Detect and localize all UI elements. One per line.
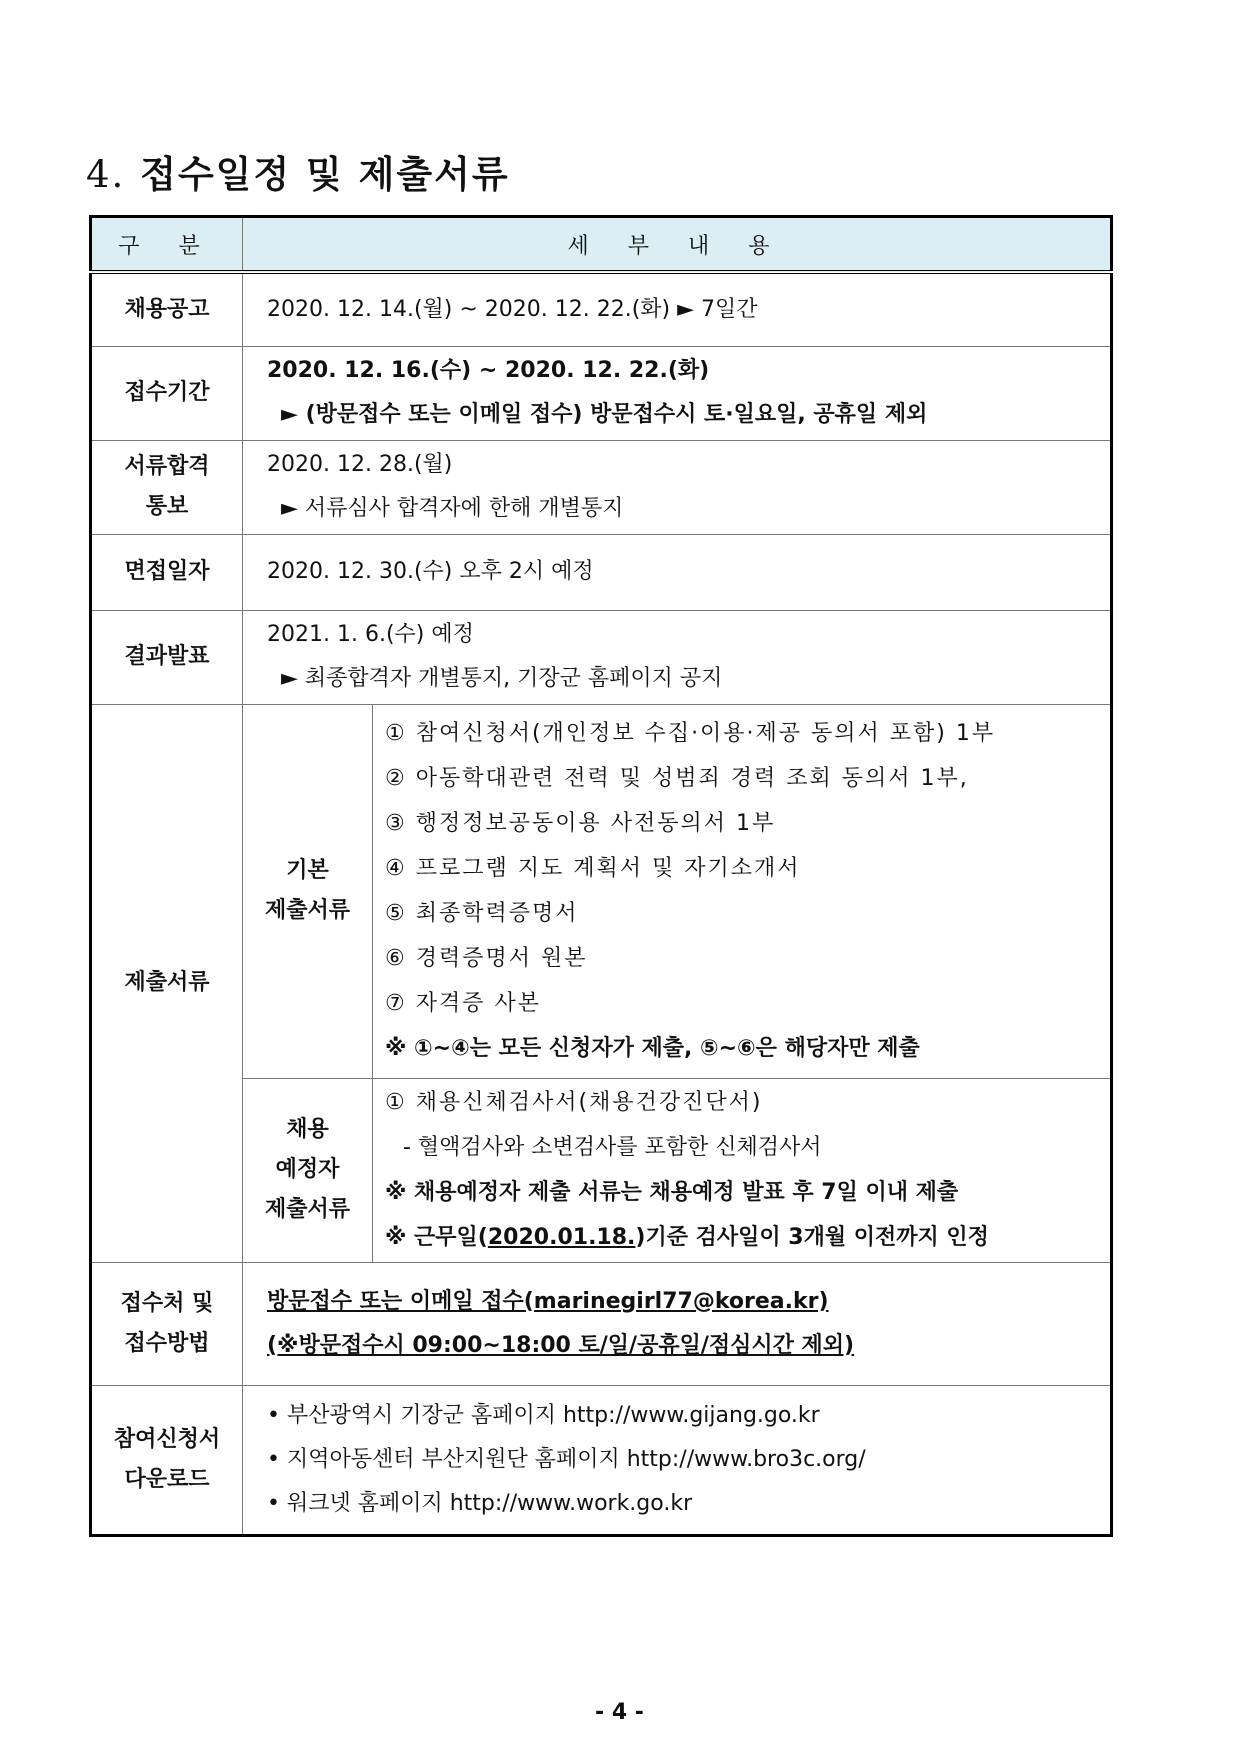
basic-doc-item: ⑤ 최종학력증명서 (385, 901, 579, 926)
label-line: 제출서류 (264, 898, 350, 923)
schedule-table (89, 215, 1113, 1537)
download-link-item: • 부산광역시 기장군 홈페이지 http://www.gijang.go.kr (267, 1402, 820, 1428)
row-detail-interview (243, 534, 1112, 610)
row-interview (91, 534, 1112, 610)
basic-doc-item: ⑦ 자격증 사본 (385, 991, 541, 1016)
hire-doc-note (385, 1215, 1110, 1260)
row-label-document-pass (91, 440, 243, 534)
result-note-line: ► 최종합격자 개별통지, 기장군 홈페이지 공지 (281, 666, 723, 691)
submission-hours-line: (※방문접수시 09:00~18:00 토/일/공휴일/점심시간 제외) (267, 1332, 855, 1358)
result-date-line: 2021. 1. 6.(수) 예정 (267, 622, 474, 647)
basic-doc-item: ① 참여신청서(개인정보 수집·이용·제공 동의서 포함) 1부 (385, 721, 996, 746)
row-detail-document-pass (243, 440, 1112, 534)
row-label-application: 접수기간 (91, 346, 243, 440)
interview-line: 2020. 12. 30.(수) 오후 2시 예정 (267, 559, 594, 584)
row-download (91, 1385, 1112, 1535)
basic-documents-list (373, 704, 1112, 1078)
row-documents-hire (91, 1078, 1112, 1262)
row-detail-download (243, 1385, 1112, 1535)
basic-doc-note: ※ ①~④는 모든 신청자가 제출, ⑤~⑥은 해당자만 제출 (385, 1036, 920, 1061)
hire-documents-list (373, 1078, 1112, 1262)
row-posting (91, 272, 1112, 346)
hire-doc-note: ※ 채용예정자 제출 서류는 채용예정 발표 후 7일 이내 제출 (385, 1180, 959, 1205)
submission-method-line: 방문접수 또는 이메일 접수(marinegirl77@korea.kr) (267, 1288, 829, 1314)
label-line: 예정자 (275, 1157, 340, 1182)
label-line: 참여신청서 (113, 1426, 221, 1452)
note-suffix: )기준 검사일이 3개월 이전까지 인정 (635, 1225, 989, 1250)
row-detail-posting (243, 272, 1112, 346)
hire-doc-sub: - 혈액검사와 소변검사를 포함한 신체검사서 (403, 1135, 822, 1160)
page-number: - 4 - (595, 1700, 644, 1725)
row-label-interview: 면접일자 (91, 534, 243, 610)
row-detail-submission (243, 1262, 1112, 1385)
label-line: 기본 (286, 858, 329, 883)
basic-documents-label (243, 704, 373, 1078)
label-line: 제출서류 (264, 1197, 350, 1222)
label-line: 서류합격 (124, 454, 210, 479)
note-date: 2020.01.18. (487, 1225, 636, 1250)
basic-doc-item: ④ 프로그램 지도 계획서 및 자기소개서 (385, 856, 801, 881)
row-result (91, 610, 1112, 704)
row-label-result: 결과발표 (91, 610, 243, 704)
label-line: 통보 (145, 494, 189, 519)
row-submission (91, 1262, 1112, 1385)
note-prefix: ※ 근무일( (385, 1225, 488, 1250)
table-header-row (91, 217, 1112, 273)
document-pass-note-line: ► 서류심사 합격자에 한해 개별통지 (281, 496, 624, 521)
section-title-text: 접수일정 및 제출서류 (140, 153, 510, 196)
label-line: 채용 (286, 1117, 329, 1142)
basic-doc-item: ② 아동학대관련 전력 및 성범죄 경력 조회 동의서 1부, (385, 766, 969, 791)
row-detail-result (243, 610, 1112, 704)
download-link-item: • 워크넷 홈페이지 http://www.work.go.kr (267, 1490, 693, 1516)
row-documents-basic (91, 704, 1112, 1078)
section-title (86, 144, 510, 198)
basic-doc-item: ⑥ 경력증명서 원본 (385, 946, 588, 971)
header-category: 구 분 (91, 217, 243, 273)
row-label-download (91, 1385, 243, 1535)
row-label-posting: 채용공고 (91, 272, 243, 346)
label-line: 다운로드 (124, 1466, 210, 1492)
label-line: 접수방법 (124, 1330, 210, 1356)
section-number: 4. (86, 153, 126, 196)
label-line: 접수처 및 (120, 1290, 214, 1316)
application-period-line: 2020. 12. 16.(수) ~ 2020. 12. 22.(화) (267, 358, 710, 383)
document-pass-date-line: 2020. 12. 28.(월) (267, 452, 453, 477)
hire-documents-label (243, 1078, 373, 1262)
application-note-line: ► (방문접수 또는 이메일 접수) 방문접수시 토·일요일, 공휴일 제외 (281, 402, 928, 427)
row-detail-application (243, 346, 1112, 440)
row-label-documents: 제출서류 (91, 704, 243, 1262)
hire-doc-item: ① 채용신체검사서(채용건강진단서) (385, 1090, 763, 1115)
posting-line: 2020. 12. 14.(월) ~ 2020. 12. 22.(화) ► 7일간 (267, 296, 758, 322)
basic-doc-item: ③ 행정정보공동이용 사전동의서 1부 (385, 811, 776, 836)
row-application (91, 346, 1112, 440)
row-label-submission (91, 1262, 243, 1385)
download-link-item: • 지역아동센터 부산지원단 홈페이지 http://www.bro3c.org/ (267, 1446, 866, 1472)
row-document-pass (91, 440, 1112, 534)
header-detail: 세 부 내 용 (243, 217, 1112, 273)
